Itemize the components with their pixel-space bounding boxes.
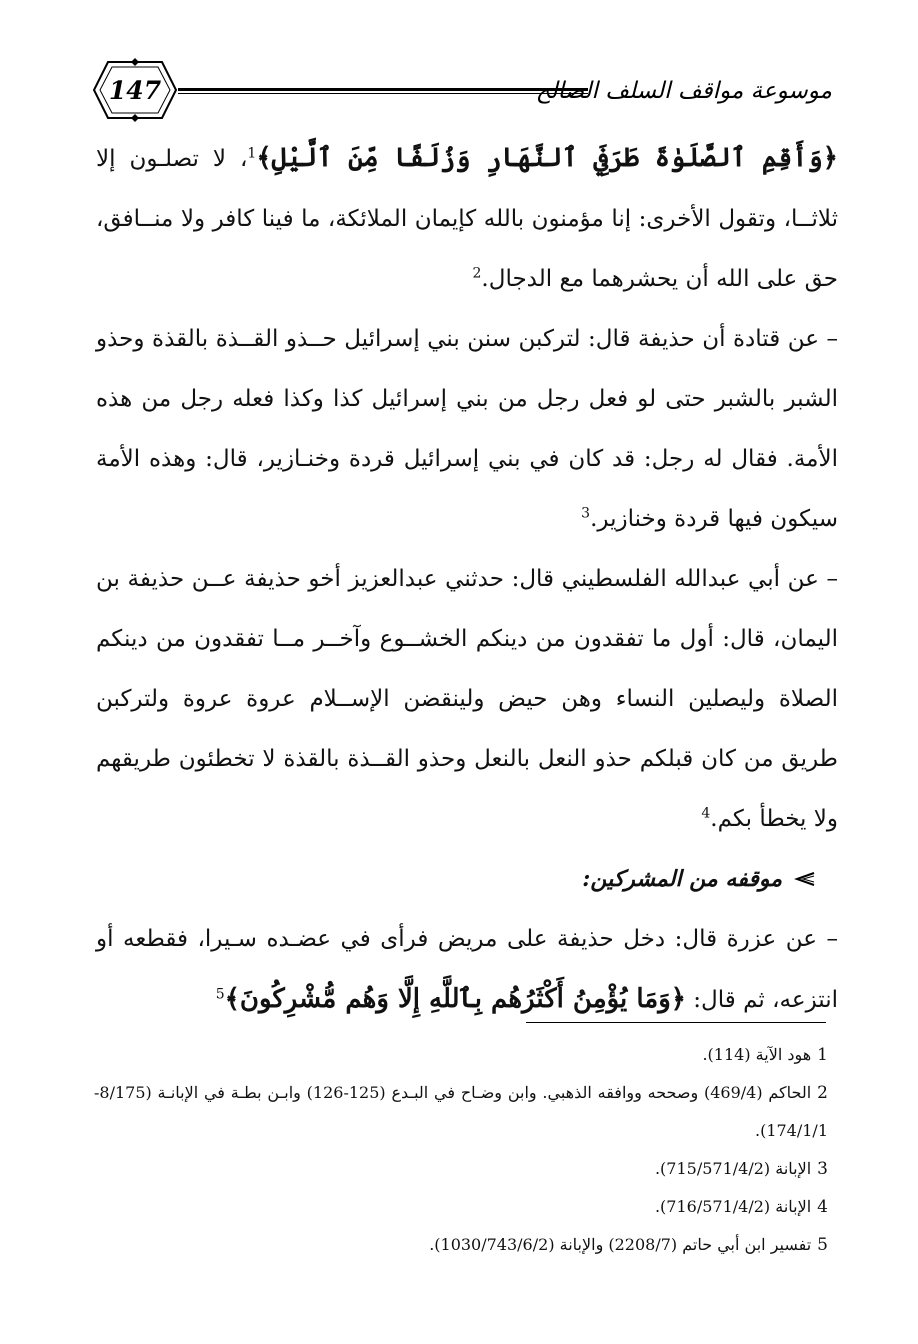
footnote xyxy=(94,1150,828,1188)
footnotes xyxy=(94,1036,828,1264)
footnote-text: الحاكم (469/4) وصححه ووافقه الذهبي. وابن وضـاح في البـدع (125-126) وابـن بطـة في الإبانـة (8/175-174/1/1). xyxy=(94,1083,828,1140)
footnote-ref: 3 xyxy=(581,505,591,522)
quran-verse: ﴿وَمَا يُؤْمِنُ أَكْثَرُهُم بِٱللَّهِ إِلَّا وَهُم مُّشْرِكُونَ﴾ xyxy=(224,984,686,1014)
paragraph xyxy=(96,909,838,1030)
paragraph-text: ، لا تصلـون إلا ثلاثــا، وتقول الأخرى: إنا مؤمنون بالله كإيمان الملائكة، ما فينا كافر ولا منــافق، حق على الله أن يحشرهما مع الدجال. xyxy=(96,146,838,292)
footnote-number: 4 xyxy=(817,1197,828,1217)
footnote-number: 3 xyxy=(817,1159,828,1179)
footnote xyxy=(94,1188,828,1226)
footnote-text: هود الآية (114). xyxy=(702,1045,812,1064)
section-heading-text: موقفه من المشركين: xyxy=(582,866,782,892)
paragraph-text: – عن قتادة أن حذيفة قال: لتركبن سنن بني إسرائيل حــذو القــذة بالقذة وحذو الشبر بالشبر حتى لو فعل رجل من بني إسرائيل كذا وكذا فعله رجل من هذه الأمة. فقال له رجل: قد كان في بني إسرائيل قردة وخنـازير، قال: وهذه الأمة سيكون فيها قردة وخنازير. xyxy=(96,326,838,532)
footnote xyxy=(94,1036,828,1074)
footnote-number: 1 xyxy=(817,1045,828,1065)
footnote-number: 2 xyxy=(817,1083,828,1103)
footnote-ref: 2 xyxy=(472,265,482,282)
footnote-text: الإبانة (716/571/4/2). xyxy=(654,1197,812,1216)
paragraph xyxy=(96,128,838,309)
footnote-separator xyxy=(526,1022,826,1023)
footnote-text: تفسير ابن أبي حاتم (2208/7) والإبانة (1030/743/6/2). xyxy=(429,1235,812,1254)
header-rule xyxy=(178,88,588,91)
page-number-badge xyxy=(92,58,178,122)
paragraph-text: – عن أبي عبدالله الفلسطيني قال: حدثني عبدالعزيز أخو حذيفة عــن حذيفة بن اليمان، قال: أول ما تفقدون من دينكم الخشــوع وآخــر مــا تفقدون من دينكم الصلاة وليصلين النساء وهن حيض ولينقضن الإســلام عروة عروة ولتركبن طريق من كان قبلكم حذو النعل بالنعل وحذو القــذة بالقذة لا تخطئون طريقهم ولا يخطأ بكم. xyxy=(96,566,838,832)
page-number: 147 xyxy=(108,75,162,105)
paragraph xyxy=(96,309,838,549)
paragraph-text: – عن عزرة قال: دخل حذيفة على مريض فرأى في عضـده سـيرا، فقطعه أو انتزعه، ثم قال: xyxy=(96,926,838,1013)
section-heading xyxy=(96,849,838,909)
footnote-ref: 4 xyxy=(701,805,711,822)
series-title: موسوعة مواقف السلف الصالح xyxy=(535,78,832,104)
footnote-number: 5 xyxy=(817,1235,828,1255)
footnote-text: الإبانة (715/571/4/2). xyxy=(654,1159,812,1178)
paragraph xyxy=(96,549,838,849)
header-rule-thin xyxy=(178,93,588,94)
footnote xyxy=(94,1074,828,1150)
quran-verse: ﴿وَأَقِمِ ٱلصَّلَوٰةَ طَرَفَيِ ٱلنَّهَارِ وَزُلَفًا مِّنَ ٱلَّيْلِ﴾ xyxy=(256,143,838,173)
footnote-ref: 5 xyxy=(215,986,225,1003)
arrowhead-icon xyxy=(794,871,816,887)
footnote-ref: 1 xyxy=(247,145,257,162)
footnote xyxy=(94,1226,828,1264)
page-header xyxy=(92,52,832,132)
main-text xyxy=(96,128,838,1030)
